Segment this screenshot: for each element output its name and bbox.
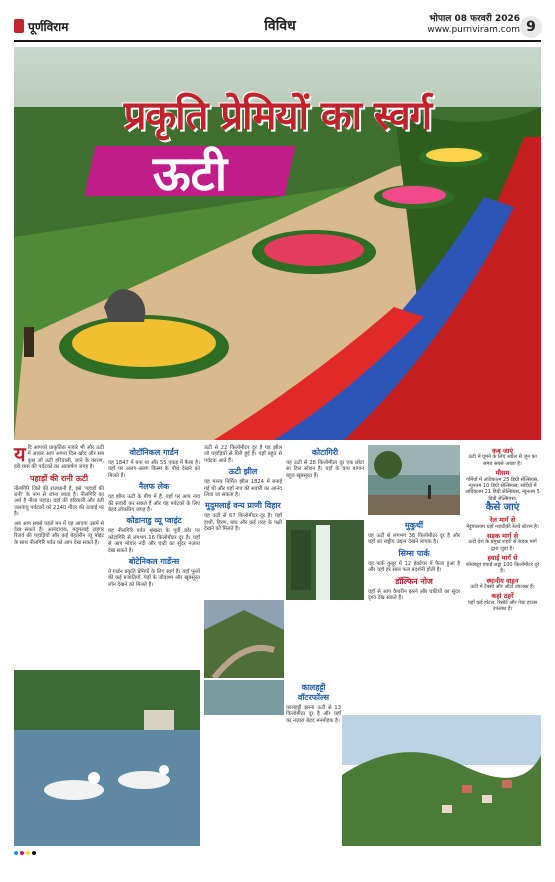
side-heading-when: कब जाएं <box>491 447 514 455</box>
kodanad-text: यह नीलगिरि पर्वत श्रृंखला के पूर्वी छोर पर कोटागिरि से लगभग 16 किलोमीटर दूर है। यहाँ से आप मोयार नदी और घाटी का सुंदर नज़ारा देख सकते हैं। <box>108 528 200 554</box>
subheading-lake: नैलफ लेक <box>138 482 170 492</box>
subheading-ooty-lake: ऊटी झील <box>228 467 258 477</box>
hill-village-photo <box>342 715 541 846</box>
side-text-local: ऊटी में टैक्सी और ऑटो उपलब्ध हैं। <box>470 583 535 590</box>
page-number: 9 <box>520 16 542 38</box>
side-heading-local: स्थानीय वाहन <box>486 576 519 585</box>
botanical-top-text: यह 1847 में बना था और 55 एकड़ में फैला है। यहाँ पर अलग-अलग किस्म के पौधे देखने को मिलते हैं। <box>108 460 200 479</box>
subheading-botanical-gardens: बोटेनिकल गार्डेन्स <box>128 557 180 567</box>
small-lake-photo <box>204 680 284 715</box>
column-kalhatti <box>286 680 341 727</box>
subheading-kotagiri: कोटागिरी <box>311 448 339 457</box>
page-headline: प्रकृति प्रेमियों का स्वर्ग <box>123 92 432 139</box>
lake-text: यह झील ऊटी के बीच में है, यहाँ पर आप नाव की सवारी कर सकते हैं और यह पर्यटकों के लिए बेहद लोकप्रिय जगह है। <box>108 494 200 514</box>
side-text-road: ऊटी देश के प्रमुख शहरों से सड़क मार्ग द्वारा जुड़ा है। <box>468 539 537 552</box>
kalhatti-text: कालहट्टी झरना ऊटी से 13 किलोमीटर दूर है और यहाँ का नज़ारा बेहद मनमोहक है। <box>286 705 341 724</box>
subheading-botanical-top: वोटॉनिकल गार्डन <box>129 448 179 457</box>
page-subheadline: ऊटी <box>152 146 228 202</box>
sims-text: यह पार्क कुन्नूर में 12 हेक्टेयर में फैला हुआ है और यहाँ हर साल फल प्रदर्शनी होती है। <box>368 560 460 574</box>
mountain-road-photo <box>204 600 284 678</box>
waterfall-photo <box>286 520 364 600</box>
side-heading-air: हवाई मार्ग से <box>487 554 518 563</box>
website-url: www.purnviram.com <box>427 25 520 35</box>
subheading-queen-of-hills: पहाड़ों की रानी ऊटी <box>29 473 89 483</box>
cyan-dot <box>14 851 18 855</box>
registration-color-bar <box>14 850 541 856</box>
botanical-text: ये गार्डन प्रकृति प्रेमियों के लिए स्वर्ग हैं। यहाँ फूलों की कई प्रजातियाँ, पेड़ों के जीवाश्म और खूबसूरत लॉन देखने को मिलते हैं। <box>108 569 200 588</box>
subheading-kalhatti: कालहट्टी वॉटरफॉल्स <box>297 683 330 702</box>
column-4 <box>286 445 364 482</box>
subheading-sims-park: सिम्स पार्क <box>398 548 430 558</box>
kotagiri-text: यह ऊटी से 28 किलोमीटर दूर एक छोटा सा हिल स्टेशन है। यहाँ के चाय बागान बहुत खूबसूरत हैं। <box>286 460 364 479</box>
mudumalai-text: यह ऊटी से 67 किलोमीटर दूर है। यहाँ हाथी, हिरण, बाघ और कई तरह के पक्षी देखने को मिलते हैं। <box>204 513 282 533</box>
middle-text: ऊटी से 22 किलोमीटर दूर है यह झील जो पहाड़ियों से घिरी हुई है। यहाँ बहुत से पर्यटक आते हैं। <box>204 445 282 464</box>
side-text-stay: यहाँ कई होटल, रिसॉर्ट और गेस्ट हाउस उपलब्ध हैं। <box>467 599 538 613</box>
side-heading-stay: कहां ठहरें <box>491 592 514 601</box>
subheading-mukurthi: मुकुर्थी <box>404 521 424 530</box>
column-5 <box>368 518 460 604</box>
boating-lake-photo <box>14 670 200 846</box>
yellow-dot <box>26 851 30 855</box>
intro-paragraph: दि आपको प्राकृतिक नज़ारे भी और ऊटी में आकर आप अपना दिल खोद और सब कुछ जो ऊटी हरियाली, जाने के कारण, हरी घास की पर्यटकों का आकर्षण जगह है। <box>14 445 104 471</box>
ooty-lake-text: यह मानव निर्मित झील 1824 में बनाई गई थी और यहाँ नाव की सवारी का आनंद लिया जा सकता है। <box>204 479 282 499</box>
masthead <box>0 0 555 42</box>
side-text-rail: मेट्टुपालयम यहाँ नज़दीकी रेलवे स्टेशन है। <box>466 523 539 530</box>
dateline <box>400 14 520 36</box>
subheading-mudumalai: मुदुमलाई वन्य प्राणी विहार <box>205 501 281 511</box>
section-name: विविध <box>264 18 296 34</box>
newspaper-brand <box>14 16 84 36</box>
side-heading-rail: रेल मार्ग से <box>489 516 516 525</box>
side-heading-how: कैसे जाएं <box>485 502 520 514</box>
brand-name: पूर्णविराम <box>28 19 69 34</box>
lake-path-photo <box>368 445 460 515</box>
brand-logo-icon <box>14 19 24 33</box>
side-text-air: कोयंबटूर हवाई अड्डा 100 किलोमीटर दूर है। <box>465 561 540 575</box>
column-2 <box>108 445 200 591</box>
side-heading-weather: मौसम <box>495 469 510 478</box>
side-heading-road: सड़क मार्ग से <box>486 532 518 541</box>
subheading-dolphin-nose: डॉल्फिन नोज <box>395 576 433 586</box>
dropcap: य <box>14 442 26 466</box>
mukurthi-text: यह ऊटी से लगभग 36 किलोमीटर दूर है और यहाँ का राष्ट्रीय उद्यान देखने लायक है। <box>368 533 460 546</box>
intro-body: नीलगिरि जिले की राजधानी है, इसे 'पहाड़ों की रानी' के नाम से जाना जाता है। नीलगिरि का अर्थ है नीला पहाड़। यहाँ की हरियाली और ठंडी जलवायु पर्यटकों को 2240 मीटर की ऊंचाई पर है। <box>14 485 104 518</box>
edition-date: भोपाल 08 फरवरी 2026 <box>429 14 520 24</box>
magenta-dot <box>20 851 24 855</box>
subheading-kodanad: कोडानाडु व्यू प्वाइंट <box>126 516 182 526</box>
side-text-weather: गर्मियों में अधिकतम 25 डिग्री सेल्सियस, न्यूनतम 10 डिग्री सेल्सियस; सर्दियों में अधिकतम 21 डिग्री सेल्सियस, न्यूनतम 5 डिग्री सेल्सियस। <box>465 476 540 502</box>
column-3 <box>204 445 282 536</box>
black-dot <box>32 851 36 855</box>
intro-body-2: अब आप सबसे पहले मन में यह आएगा उसमें से देख सकते हैं। आनंदायक, मदुमलाई टाइगर रिज़र्व की पहाड़ियों और कई बेहतरीन व्यू पॉइंट के साथ नीलगिरि पर्वत को आप देख सकते हैं। <box>14 520 104 546</box>
column-1 <box>14 442 104 549</box>
travel-info-sidebar <box>464 445 541 613</box>
masthead-rule <box>14 40 541 42</box>
side-text-when: ऊटी में घूमने के लिए अप्रैल से जून का समय सबसे अच्छा है। <box>468 454 537 467</box>
dolphin-text: यहाँ से आप कैथरीन झरने और घाटियों का सुंदर दृश्य देख सकते हैं। <box>368 588 460 602</box>
